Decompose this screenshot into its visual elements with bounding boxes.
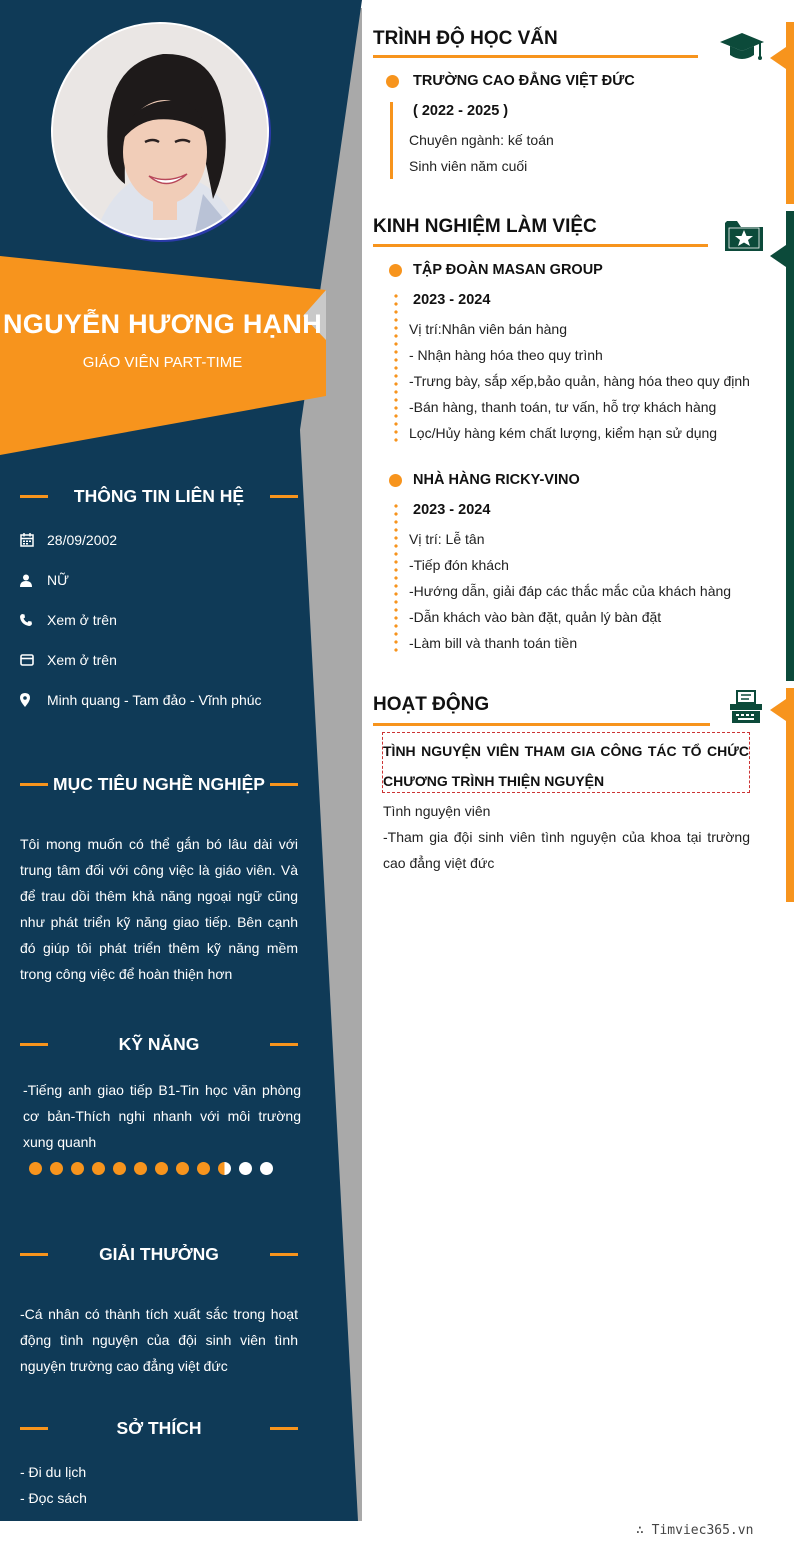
education-title-underline bbox=[373, 55, 698, 58]
job-duty: -Bán hàng, thanh toán, tư vấn, hỗ trợ khách hàng bbox=[409, 399, 717, 415]
hobbies-section-title: SỞ THÍCH bbox=[116, 1417, 202, 1438]
header-accent-right bbox=[270, 783, 298, 786]
skill-rating-dot bbox=[197, 1162, 210, 1175]
skill-rating-dot bbox=[113, 1162, 126, 1175]
job-duty: -Dẫn khách vào bàn đặt, quản lý bàn đặt bbox=[409, 609, 662, 625]
skill-rating-dot bbox=[29, 1162, 42, 1175]
skill-rating-dot bbox=[50, 1162, 63, 1175]
contact-value: NỮ bbox=[47, 572, 70, 588]
user-icon bbox=[20, 572, 47, 588]
activity-heading-line: CHƯƠNG TRÌNH THIỆN NGUYỆN bbox=[383, 773, 605, 789]
skills-section-header bbox=[20, 1031, 298, 1057]
skill-rating-dot bbox=[71, 1162, 84, 1175]
contact-gender bbox=[20, 569, 69, 591]
awards-text: -Cá nhân có thành tích xuất sắc trong hoạt động tình nguyện của đội sinh viên tình nguyện trường cao đẳng việt đức bbox=[20, 1306, 298, 1374]
experience-side-bar bbox=[786, 211, 794, 681]
contact-value: 28/09/2002 bbox=[47, 532, 118, 548]
experience-side-marker bbox=[770, 245, 786, 267]
contact-value: Xem ở trên bbox=[47, 612, 117, 628]
education-side-bar bbox=[786, 22, 794, 204]
school-name: TRƯỜNG CAO ĐẲNG VIỆT ĐỨC bbox=[413, 73, 635, 89]
profile-photo bbox=[51, 22, 269, 240]
activity-description: -Tham gia đội sinh viên tình nguyện của khoa tại trường cao đẳng việt đức bbox=[383, 829, 750, 871]
experience-section-title: KINH NGHIỆM LÀM VIỆC bbox=[373, 216, 597, 237]
footer-watermark: ∴ Timviec365.vn bbox=[636, 1523, 754, 1538]
contact-birthday bbox=[20, 529, 117, 551]
hobby-item: - Đọc sách bbox=[20, 1490, 87, 1506]
contact-phone bbox=[20, 609, 117, 631]
education-years: ( 2022 - 2025 ) bbox=[413, 103, 509, 119]
skill-rating-dot bbox=[260, 1162, 273, 1175]
job-timeline bbox=[394, 292, 398, 446]
job-duty: - Nhận hàng hóa theo quy trình bbox=[409, 347, 603, 363]
portrait-photo bbox=[53, 24, 269, 240]
education-line: Chuyên ngành: kế toán bbox=[409, 132, 554, 148]
job-years: 2023 - 2024 bbox=[413, 502, 491, 518]
activities-section-title: HOẠT ĐỘNG bbox=[373, 694, 490, 715]
contact-value: Xem ở trên bbox=[47, 652, 117, 668]
location-icon bbox=[20, 692, 47, 708]
job-duty: -Làm bill và thanh toán tiền bbox=[409, 635, 578, 651]
job-duty: Lọc/Hủy hàng kém chất lượng, kiểm hạn sử dụng bbox=[409, 425, 718, 441]
education-bullet bbox=[386, 75, 399, 88]
awards-section-header bbox=[20, 1241, 298, 1267]
hobbies-section-header bbox=[20, 1415, 298, 1441]
skill-rating-dot bbox=[176, 1162, 189, 1175]
job-duty: -Tiếp đón khách bbox=[409, 557, 509, 573]
hobby-item: - Đi du lịch bbox=[20, 1464, 87, 1480]
skill-rating-dot bbox=[134, 1162, 147, 1175]
activity-heading-line: TÌNH NGUYỆN VIÊN THAM GIA CÔNG TÁC TỔ CHỨC bbox=[383, 743, 749, 759]
header-accent-left bbox=[20, 783, 48, 786]
awards-section-title: GIẢI THƯỞNG bbox=[99, 1243, 219, 1264]
education-line: Sinh viên năm cuối bbox=[409, 158, 528, 174]
email-icon bbox=[20, 652, 47, 668]
skill-rating-dot bbox=[92, 1162, 105, 1175]
education-timeline bbox=[390, 102, 393, 179]
skill-rating-dot bbox=[239, 1162, 252, 1175]
company-name: TẬP ĐOÀN MASAN GROUP bbox=[413, 262, 603, 278]
folder-star-icon bbox=[725, 219, 763, 256]
education-section-title: TRÌNH ĐỘ HỌC VẤN bbox=[373, 28, 558, 49]
contact-email bbox=[20, 649, 117, 671]
job-duty: -Trưng bày, sắp xếp,bảo quản, hàng hóa theo quy định bbox=[409, 373, 750, 389]
typewriter-icon bbox=[728, 689, 764, 730]
calendar-icon bbox=[20, 532, 47, 548]
job-years: 2023 - 2024 bbox=[413, 292, 491, 308]
job-duty: Vị trí: Lễ tân bbox=[409, 531, 485, 547]
header-accent-left bbox=[20, 1253, 48, 1256]
job-timeline bbox=[394, 502, 398, 656]
contact-section-title: THÔNG TIN LIÊN HỆ bbox=[73, 485, 245, 506]
skills-text: -Tiếng anh giao tiếp B1-Tin học văn phòng cơ bản-Thích nghi nhanh với môi trường xung quanh bbox=[23, 1082, 301, 1150]
education-side-marker bbox=[770, 47, 786, 69]
header-accent-left bbox=[20, 1427, 48, 1430]
contact-value: Minh quang - Tam đảo - Vĩnh phúc bbox=[47, 692, 262, 708]
candidate-job-title: GIÁO VIÊN PART-TIME bbox=[82, 354, 243, 371]
job-duty: Vị trí:Nhân viên bán hàng bbox=[409, 321, 567, 337]
job-bullet bbox=[389, 264, 402, 277]
contact-section-header bbox=[20, 483, 298, 509]
header-accent-right bbox=[270, 1043, 298, 1046]
objective-text: Tôi mong muốn có thể gắn bó lâu dài với trung tâm đối với công việc là giáo viên. Và để trau dồi thêm khả năng ngoại ngữ cũng như phát triển kỹ năng giao tiếp. Bên cạnh đó giúp tôi phát triển thêm kỹ năng mềm trong công việc để hoàn thiện hơn bbox=[20, 836, 298, 982]
header-accent-right bbox=[270, 495, 298, 498]
skill-rating-dot bbox=[218, 1162, 231, 1175]
objective-section-header bbox=[20, 771, 298, 797]
header-accent-left bbox=[20, 1043, 48, 1046]
activities-side-marker bbox=[770, 699, 786, 721]
graduation-cap-icon bbox=[720, 33, 764, 68]
activities-title-underline bbox=[373, 723, 710, 726]
header-accent-right bbox=[270, 1427, 298, 1430]
header-accent-right bbox=[270, 1253, 298, 1256]
skills-section-title: KỸ NĂNG bbox=[118, 1033, 200, 1054]
header-accent-left bbox=[20, 495, 48, 498]
activity-role: Tình nguyện viên bbox=[383, 803, 491, 819]
activity-heading-box[interactable] bbox=[382, 732, 750, 793]
job-duty: -Hướng dẫn, giải đáp các thắc mắc của khách hàng bbox=[409, 583, 732, 599]
objective-section-title: MỤC TIÊU NGHỀ NGHIỆP bbox=[53, 773, 265, 794]
skill-rating-dot bbox=[155, 1162, 168, 1175]
experience-title-underline bbox=[373, 244, 708, 247]
company-name: NHÀ HÀNG RICKY-VINO bbox=[413, 472, 580, 488]
skill-rating-dots bbox=[29, 1162, 273, 1175]
contact-address bbox=[20, 689, 262, 711]
phone-icon bbox=[20, 612, 47, 628]
job-bullet bbox=[389, 474, 402, 487]
candidate-name: NGUYỄN HƯƠNG HẠNH bbox=[2, 309, 323, 339]
activities-side-bar bbox=[786, 688, 794, 902]
